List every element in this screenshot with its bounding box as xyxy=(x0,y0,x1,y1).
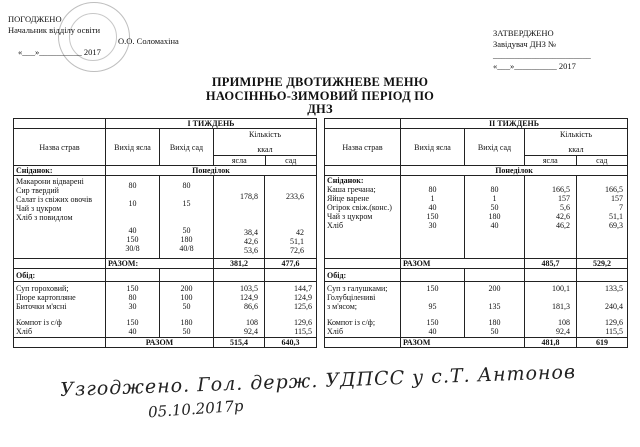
week2-breakfast-total-garden: 529,2 xyxy=(577,259,628,269)
dish-name: Хліб з повидлом xyxy=(16,213,73,222)
value: 7 xyxy=(619,203,624,212)
value: 180 xyxy=(180,235,193,244)
week2-col-nursery: ясла xyxy=(525,156,577,165)
dish-name: Хліб xyxy=(16,327,33,336)
handwritten-approval: Узгоджено. Гол. держ. УДПСС у с.Т. Антонов xyxy=(59,361,577,401)
value: 38,4 xyxy=(244,228,258,237)
dish-name: Чай з цукром xyxy=(16,204,62,213)
value: 157 xyxy=(611,194,624,203)
value: 50 xyxy=(490,203,499,212)
week2-lunch-kcal-garden xyxy=(577,282,628,338)
week1-breakfast-label: Сніданок: xyxy=(14,166,106,176)
value: 115,5 xyxy=(294,327,312,336)
value: 42,6 xyxy=(244,237,258,246)
value: 80 xyxy=(128,181,137,190)
dish-name: Макарони відварені xyxy=(16,177,84,186)
title-line-2: НАОСІННЬО-ЗИМОВИЙ ПЕРІОД ПО xyxy=(205,88,435,103)
week2-lunch-total-nursery: 481,8 xyxy=(525,338,577,348)
dish-name: Пюре картопляне xyxy=(16,293,76,302)
value: 30/8 xyxy=(125,244,140,253)
value: 53,6 xyxy=(244,246,258,255)
week1-label: І ТИЖДЕНЬ xyxy=(106,119,317,129)
approval-left-title: ПОГОДЖЕНО xyxy=(8,14,62,24)
value: 108 xyxy=(246,318,258,327)
value: 51,1 xyxy=(609,212,624,221)
value: 42,6 xyxy=(556,212,570,221)
week1-col-yield-garden: Вихід сад xyxy=(160,129,214,166)
value: 103,5 xyxy=(240,284,258,293)
approval-right-title: ЗАТВЕРДЖЕНО xyxy=(493,28,554,38)
value: 200 xyxy=(488,284,501,293)
week1-breakfast-total-label: РАЗОМ: xyxy=(106,259,214,269)
value: 115,5 xyxy=(605,327,624,336)
approval-left-position: Начальник відділу освіти xyxy=(8,25,101,35)
week1-breakfast-kcal-garden xyxy=(265,176,317,259)
week2-breakfast-yield-garden xyxy=(465,176,525,259)
week1-breakfast-total-garden: 477,6 xyxy=(265,259,317,269)
week2-breakfast-kcal-garden xyxy=(577,176,628,259)
week1-lunch-total-nursery: 515,4 xyxy=(214,338,265,348)
week2-col-yield-garden: Вихід сад xyxy=(465,129,525,166)
week1-breakfast-total-nursery: 381,2 xyxy=(214,259,265,269)
value: 80 xyxy=(182,181,191,190)
week1-col-yield-nursery: Вихід ясла xyxy=(106,129,160,166)
week2-breakfast-kcal-nursery xyxy=(525,176,577,259)
value: 1 xyxy=(492,194,497,203)
value: 86,6 xyxy=(244,302,258,311)
week1-col-qty: Кількість xyxy=(248,130,281,139)
value: 125,6 xyxy=(294,302,312,311)
week1-breakfast-kcal-nursery xyxy=(214,176,265,259)
week1-breakfast-yield-garden xyxy=(160,176,214,259)
dish-name: Компот із с/ф; xyxy=(327,318,376,327)
value: 100 xyxy=(180,293,193,302)
week1-lunch-total-garden: 640,3 xyxy=(265,338,317,348)
week2-lunch-label: Обід: xyxy=(325,269,401,282)
value: 233,6 xyxy=(286,192,304,201)
week2-lunch-names xyxy=(325,282,401,338)
handwritten-date: 05.10.2017р xyxy=(147,396,245,422)
approval-left-person: О.О. Соломахіна xyxy=(118,36,179,46)
document-title xyxy=(150,76,490,117)
week2-breakfast-total-label: РАЗОМ xyxy=(401,259,525,269)
value: 30 xyxy=(128,302,137,311)
value: 46,2 xyxy=(556,221,570,230)
week1-lunch-kcal-nursery xyxy=(214,282,265,338)
value: 92,4 xyxy=(556,327,570,336)
value: 150 xyxy=(126,235,139,244)
dish-name: Голубцілениві xyxy=(327,293,376,302)
week2-col-name: Назва страв xyxy=(325,129,401,166)
title-line-1: ПРИМІРНЕ ДВОТИЖНЕВЕ МЕНЮ xyxy=(211,75,429,89)
approval-left xyxy=(8,14,179,58)
value: 40 xyxy=(428,203,437,212)
value: 157 xyxy=(558,194,570,203)
value: 181,3 xyxy=(552,302,570,311)
week2-lunch-total-label: РАЗОМ xyxy=(401,338,525,348)
value: 80 xyxy=(128,293,137,302)
value: 40 xyxy=(428,327,437,336)
week2-col-garden: сад xyxy=(596,156,608,165)
week2-label: ІІ ТИЖДЕНЬ xyxy=(401,119,628,129)
value: 133,5 xyxy=(605,284,624,293)
value: 144,7 xyxy=(294,284,312,293)
value: 40 xyxy=(490,221,499,230)
value: 166,5 xyxy=(552,185,570,194)
week1-col-kcal: ккал xyxy=(257,145,273,154)
value: 178,8 xyxy=(240,192,258,201)
week2-lunch-yield-garden xyxy=(465,282,525,338)
value: 150 xyxy=(426,318,439,327)
value: 200 xyxy=(180,284,193,293)
week1-lunch-yield-garden xyxy=(160,282,214,338)
value: 50 xyxy=(490,327,499,336)
week2-breakfast-label: Сніданок: xyxy=(327,176,364,185)
value: 69,3 xyxy=(609,221,624,230)
value: 129,6 xyxy=(605,318,624,327)
week1-lunch-names xyxy=(14,282,106,338)
approval-right-date: «___»__________ 2017 xyxy=(493,61,576,71)
value: 150 xyxy=(426,212,439,221)
week2-col-kcal: ккал xyxy=(568,145,584,154)
dish-name: Суп з галушками; xyxy=(327,284,388,293)
week2-lunch-yield-nursery xyxy=(401,282,465,338)
value: 180 xyxy=(488,318,501,327)
value: 5,6 xyxy=(560,203,570,212)
week2-breakfast-total-nursery: 485,7 xyxy=(525,259,577,269)
value: 124,9 xyxy=(240,293,258,302)
dish-name: Яйце варене xyxy=(327,194,370,203)
value: 129,6 xyxy=(294,318,312,327)
value: 1 xyxy=(430,194,435,203)
week1-table xyxy=(13,118,317,348)
value: 10 xyxy=(128,199,137,208)
dish-name: Огірок свіж.(конс.) xyxy=(327,203,392,212)
week2-table xyxy=(324,118,628,348)
value: 108 xyxy=(558,318,570,327)
value: 150 xyxy=(426,284,439,293)
value: 50 xyxy=(182,327,191,336)
value: 135 xyxy=(488,302,501,311)
value: 166,5 xyxy=(605,185,624,194)
value: 15 xyxy=(182,199,191,208)
week1-col-garden: сад xyxy=(285,156,297,165)
week2-day: Понеділок xyxy=(401,166,628,176)
week1-col-name: Назва страв xyxy=(14,129,106,166)
value: 51,1 xyxy=(290,237,304,246)
week1-breakfast-names xyxy=(14,176,106,259)
value: 50 xyxy=(182,226,191,235)
week1-col-nursery: ясла xyxy=(214,156,266,165)
value: 42 xyxy=(296,228,304,237)
approval-right xyxy=(493,28,591,72)
dish-name: Чай з цукром xyxy=(327,212,373,221)
value: 72,6 xyxy=(290,246,304,255)
value: 124,9 xyxy=(294,293,312,302)
dish-name: Хліб xyxy=(327,221,344,230)
approval-left-date: «___»__________ 2017 xyxy=(18,47,101,57)
dish-name: Суп гороховий; xyxy=(16,284,69,293)
week1-breakfast-yield-nursery xyxy=(106,176,160,259)
dish-name: Салат із свіжих овочів xyxy=(16,195,93,204)
value: 40 xyxy=(128,226,137,235)
approval-right-position: Завідувач ДНЗ № xyxy=(493,39,557,49)
dish-name: Компот із с/ф xyxy=(16,318,62,327)
week1-day: Понеділок xyxy=(106,166,317,176)
week2-lunch-total-garden: 619 xyxy=(577,338,628,348)
value: 92,4 xyxy=(244,327,258,336)
value: 40 xyxy=(128,327,137,336)
value: 150 xyxy=(126,284,139,293)
value: 150 xyxy=(126,318,139,327)
value: 50 xyxy=(182,302,191,311)
week2-breakfast-yield-nursery xyxy=(401,176,465,259)
week1-lunch-kcal-garden xyxy=(265,282,317,338)
value: 240,4 xyxy=(605,302,624,311)
approval-right-signline: _______________________ xyxy=(493,50,591,60)
week2-lunch-kcal-nursery xyxy=(525,282,577,338)
title-line-3: ДНЗ xyxy=(307,102,333,116)
dish-name: з м'ясом; xyxy=(327,302,358,311)
week2-breakfast-names xyxy=(325,176,401,259)
value: 100,1 xyxy=(552,284,570,293)
week2-col-yield-nursery: Вихід ясла xyxy=(401,129,465,166)
value: 95 xyxy=(428,302,437,311)
week2-col-qty: Кількість xyxy=(560,130,593,139)
week1-lunch-yield-nursery xyxy=(106,282,160,338)
dish-name: Хліб xyxy=(327,327,344,336)
value: 80 xyxy=(490,185,499,194)
value: 80 xyxy=(428,185,437,194)
value: 180 xyxy=(488,212,501,221)
week1-lunch-label: Обід: xyxy=(14,269,106,282)
dish-name: Каша гречана; xyxy=(327,185,376,194)
value: 180 xyxy=(180,318,193,327)
dish-name: Сир твердий xyxy=(16,186,59,195)
value: 40/8 xyxy=(179,244,194,253)
week1-lunch-total-label: РАЗОМ xyxy=(106,338,214,348)
value: 30 xyxy=(428,221,437,230)
dish-name: Биточки м'ясні xyxy=(16,302,67,311)
